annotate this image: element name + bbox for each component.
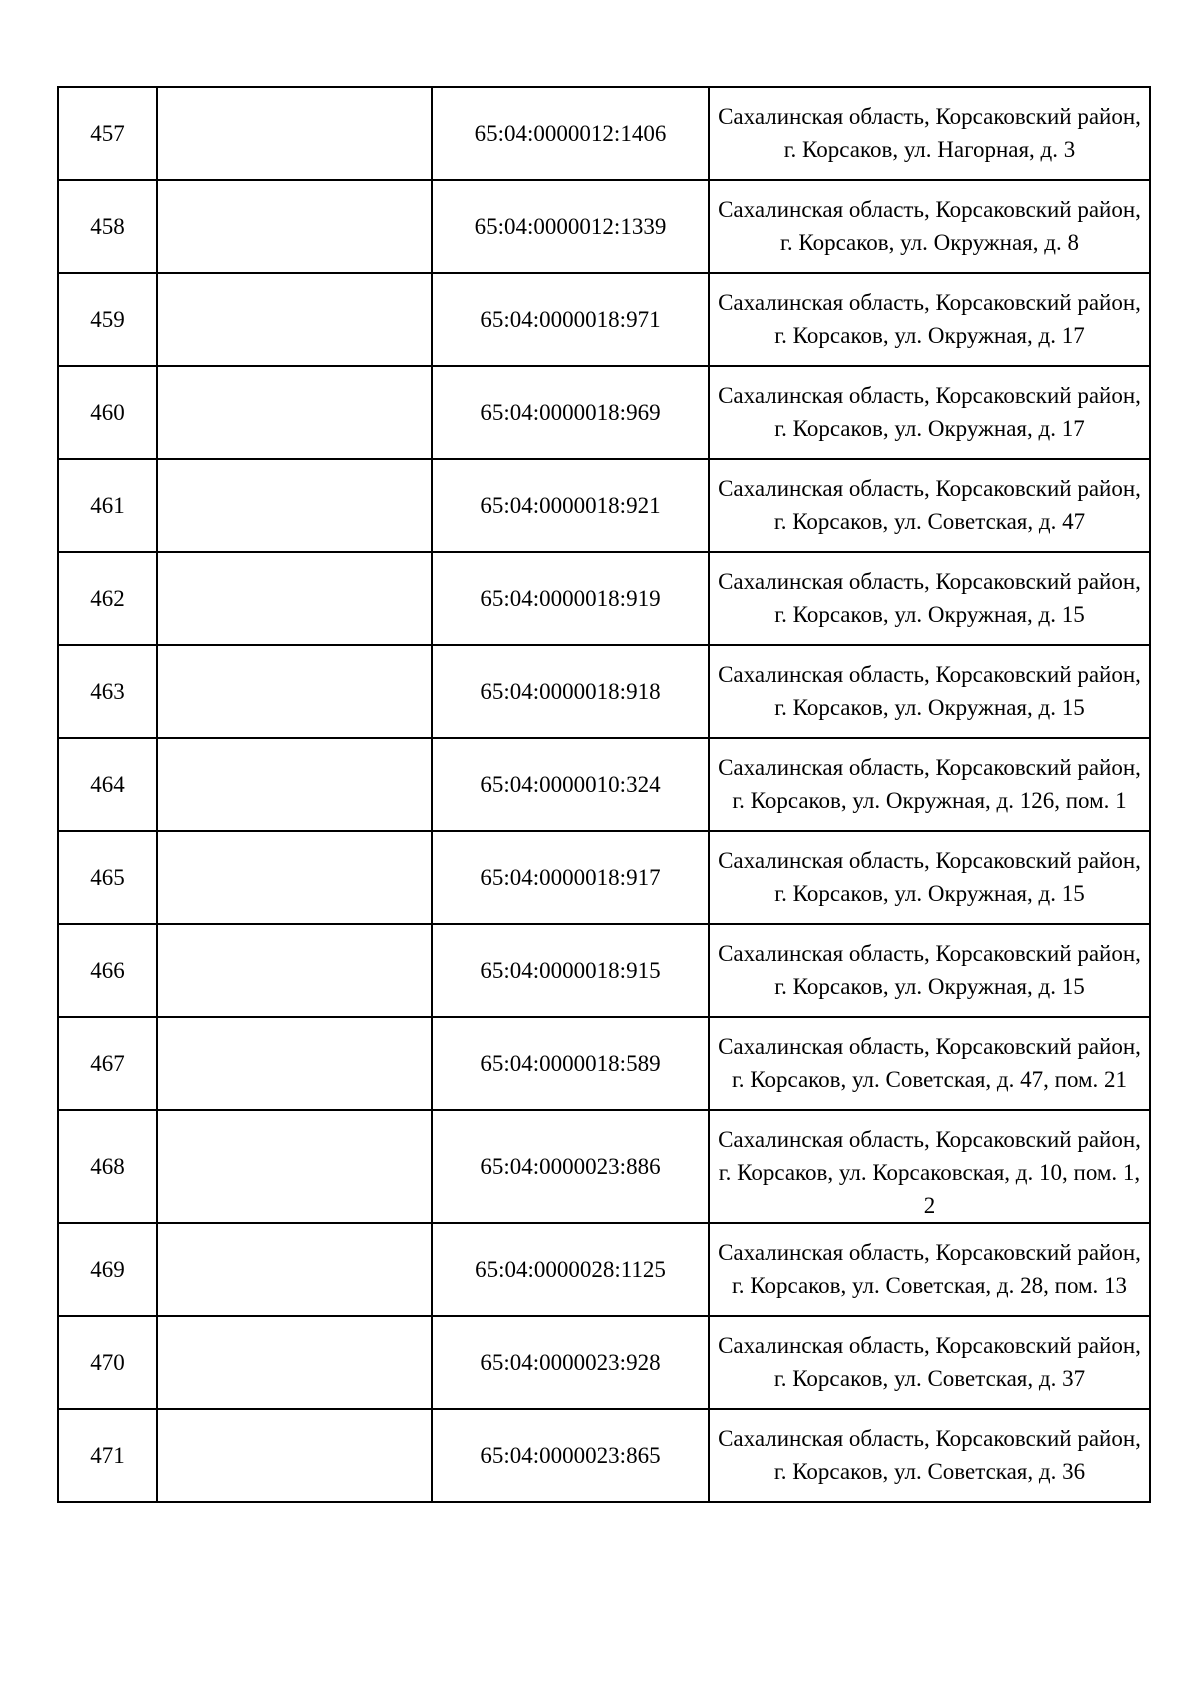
table-row [58,366,1150,459]
address-cell: Сахалинская область, Корсаковский район, г. Корсаков, ул. Корсаковская, д. 10, пом. 1, 2 [709,1110,1150,1223]
row-number-cell: 467 [58,1017,157,1110]
address-cell: Сахалинская область, Корсаковский район, г. Корсаков, ул. Окружная, д. 15 [709,831,1150,924]
row-number-cell: 460 [58,366,157,459]
address-cell: Сахалинская область, Корсаковский район, г. Корсаков, ул. Советская, д. 28, пом. 13 [709,1223,1150,1316]
table-row [58,831,1150,924]
address-cell: Сахалинская область, Корсаковский район, г. Корсаков, ул. Окружная, д. 17 [709,366,1150,459]
cadastral-number-cell: 65:04:0000018:915 [432,924,709,1017]
address-cell: Сахалинская область, Корсаковский район, г. Корсаков, ул. Советская, д. 36 [709,1409,1150,1502]
registry-table [57,86,1151,1503]
registry-table-body [58,87,1150,1502]
address-cell: Сахалинская область, Корсаковский район, г. Корсаков, ул. Окружная, д. 8 [709,180,1150,273]
cadastral-number-cell: 65:04:0000012:1406 [432,87,709,180]
cadastral-number-cell: 65:04:0000010:324 [432,738,709,831]
address-cell: Сахалинская область, Корсаковский район, г. Корсаков, ул. Советская, д. 47 [709,459,1150,552]
address-cell: Сахалинская область, Корсаковский район, г. Корсаков, ул. Нагорная, д. 3 [709,87,1150,180]
address-cell: Сахалинская область, Корсаковский район, г. Корсаков, ул. Советская, д. 37 [709,1316,1150,1409]
row-number-cell: 463 [58,645,157,738]
address-cell: Сахалинская область, Корсаковский район, г. Корсаков, ул. Окружная, д. 15 [709,552,1150,645]
cadastral-number-cell: 65:04:0000018:589 [432,1017,709,1110]
row-number-cell: 468 [58,1110,157,1223]
object-name-cell [157,459,432,552]
row-number-cell: 459 [58,273,157,366]
row-number-cell: 469 [58,1223,157,1316]
object-name-cell [157,738,432,831]
row-number-cell: 464 [58,738,157,831]
address-cell: Сахалинская область, Корсаковский район, г. Корсаков, ул. Окружная, д. 126, пом. 1 [709,738,1150,831]
cadastral-number-cell: 65:04:0000023:928 [432,1316,709,1409]
cadastral-number-cell: 65:04:0000018:917 [432,831,709,924]
object-name-cell [157,1316,432,1409]
table-row [58,1110,1150,1223]
row-number-cell: 458 [58,180,157,273]
table-row [58,1017,1150,1110]
row-number-cell: 470 [58,1316,157,1409]
table-row [58,1409,1150,1502]
cadastral-number-cell: 65:04:0000018:918 [432,645,709,738]
object-name-cell [157,273,432,366]
object-name-cell [157,552,432,645]
row-number-cell: 471 [58,1409,157,1502]
table-row [58,87,1150,180]
cadastral-number-cell: 65:04:0000012:1339 [432,180,709,273]
table-row [58,273,1150,366]
object-name-cell [157,831,432,924]
object-name-cell [157,1409,432,1502]
address-cell: Сахалинская область, Корсаковский район, г. Корсаков, ул. Окружная, д. 15 [709,645,1150,738]
table-row [58,924,1150,1017]
cadastral-number-cell: 65:04:0000018:971 [432,273,709,366]
address-cell: Сахалинская область, Корсаковский район, г. Корсаков, ул. Окружная, д. 17 [709,273,1150,366]
row-number-cell: 462 [58,552,157,645]
table-row [58,1223,1150,1316]
table-row [58,738,1150,831]
row-number-cell: 457 [58,87,157,180]
table-row [58,459,1150,552]
cadastral-number-cell: 65:04:0000028:1125 [432,1223,709,1316]
cadastral-number-cell: 65:04:0000018:969 [432,366,709,459]
cadastral-number-cell: 65:04:0000023:865 [432,1409,709,1502]
object-name-cell [157,1223,432,1316]
object-name-cell [157,1017,432,1110]
table-row [58,552,1150,645]
row-number-cell: 465 [58,831,157,924]
cadastral-number-cell: 65:04:0000018:921 [432,459,709,552]
table-row [58,645,1150,738]
object-name-cell [157,645,432,738]
address-cell: Сахалинская область, Корсаковский район, г. Корсаков, ул. Советская, д. 47, пом. 21 [709,1017,1150,1110]
object-name-cell [157,924,432,1017]
cadastral-number-cell: 65:04:0000018:919 [432,552,709,645]
address-cell: Сахалинская область, Корсаковский район, г. Корсаков, ул. Окружная, д. 15 [709,924,1150,1017]
object-name-cell [157,87,432,180]
row-number-cell: 461 [58,459,157,552]
object-name-cell [157,1110,432,1223]
cadastral-number-cell: 65:04:0000023:886 [432,1110,709,1223]
object-name-cell [157,366,432,459]
row-number-cell: 466 [58,924,157,1017]
table-row [58,180,1150,273]
table-row [58,1316,1150,1409]
object-name-cell [157,180,432,273]
